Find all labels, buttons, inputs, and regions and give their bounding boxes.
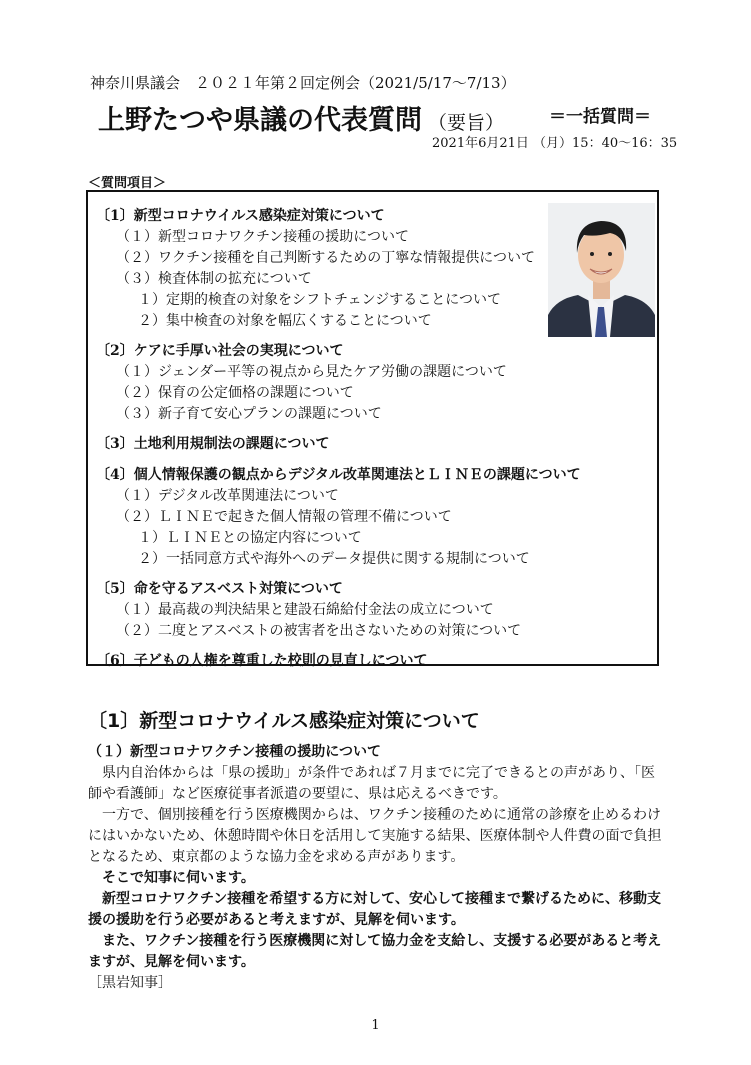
toc-item: （１）ジェンダー平等の視点から見たケア労働の課題について <box>116 364 507 380</box>
page-title-suffix: （要旨） <box>428 112 505 134</box>
portrait-illustration <box>548 203 655 337</box>
answerer-label: ［黒岩知事］ <box>88 975 172 991</box>
items-heading: ＜質問項目＞ <box>88 176 167 191</box>
toc-item: （２）保育の公定価格の課題について <box>116 385 354 401</box>
toc-item: （１）デジタル改革関連法について <box>116 488 339 504</box>
toc-subitem: ２）一括同意方式や海外へのデータ提供に関する規制について <box>138 551 530 567</box>
page-number: 1 <box>371 1018 380 1033</box>
session-header: 神奈川県議会 ２０２１年第２回定例会（2021/5/17～7/13） <box>90 74 516 92</box>
toc-section-1: 〔1〕新型コロナウイルス感染症対策について <box>96 208 385 224</box>
toc-item: （３）検査体制の拡充について <box>116 271 312 287</box>
paragraph: 県内自治体からは「県の援助」が条件であれば７月までに完了できるとの声があり、「医師や看護師」など医療従事者派遣の要望に、県は応えるべきです。 <box>88 765 655 802</box>
paragraph-question-lead: そこで知事に伺います。 <box>88 870 255 886</box>
toc-section-2: 〔2〕ケアに手厚い社会の実現について <box>96 343 344 359</box>
toc-section-3: 〔3〕土地利用規制法の課題について <box>96 436 330 452</box>
paragraph: 一方で、個別接種を行う医療機関からは、ワクチン接種のために通常の診療を止めるわけにはいかないため、休憩時間や休日を活用して実施する結果、医療体制や人件費の面で負担となるため、東京都のような協力金を求める声があります。 <box>88 807 662 865</box>
section-title: 〔1〕新型コロナウイルス感染症対策について <box>88 710 480 732</box>
toc-section-4: 〔4〕個人情報保護の観点からデジタル改革関連法とＬＩＮＥの課題について <box>96 467 581 483</box>
toc-section-6: 〔6〕子どもの人権を尊重した校則の見直しについて <box>96 653 428 669</box>
toc-item: （３）新子育て安心プランの課題について <box>116 406 382 422</box>
toc-item: （２）ＬＩＮＥで起きた個人情報の管理不備について <box>116 509 452 525</box>
toc-item: （２）ワクチン接種を自己判断するための丁寧な情報提供について <box>116 250 536 266</box>
toc-subitem: ２）集中検査の対象を幅広くすることについて <box>138 313 432 329</box>
portrait-photo <box>548 203 655 337</box>
toc-item: （１）新型コロナワクチン接種の援助について <box>116 229 410 245</box>
section-subtitle: （１）新型コロナワクチン接種の援助について <box>88 744 382 760</box>
toc-subitem: １）定期的検査の対象をシフトチェンジすることについて <box>138 292 501 308</box>
paragraph-question: また、ワクチン接種を行う医療機関に対して協力金を支給し、支援する必要があると考えますが、見解を伺います。 <box>88 933 662 970</box>
question-type-badge: ＝一括質問＝ <box>549 107 651 127</box>
toc-section-5: 〔5〕命を守るアスベスト対策について <box>96 581 343 597</box>
date-time: 2021年6月21日 （月）15：40～16：35 <box>432 136 678 151</box>
page-title-main: 上野たつや県議の代表質問 <box>98 105 422 136</box>
toc-item: （１）最高裁の判決結果と建設石綿給付金法の成立について <box>116 602 494 618</box>
toc-subitem: １）ＬＩＮＥとの協定内容について <box>138 530 362 546</box>
toc-item: （２）二度とアスベストの被害者を出さないための対策について <box>116 623 522 639</box>
paragraph-question: 新型コロナワクチン接種を希望する方に対して、安心して接種まで繋げるために、移動支援の援助を行う必要があると考えますが、見解を伺います。 <box>88 891 662 928</box>
